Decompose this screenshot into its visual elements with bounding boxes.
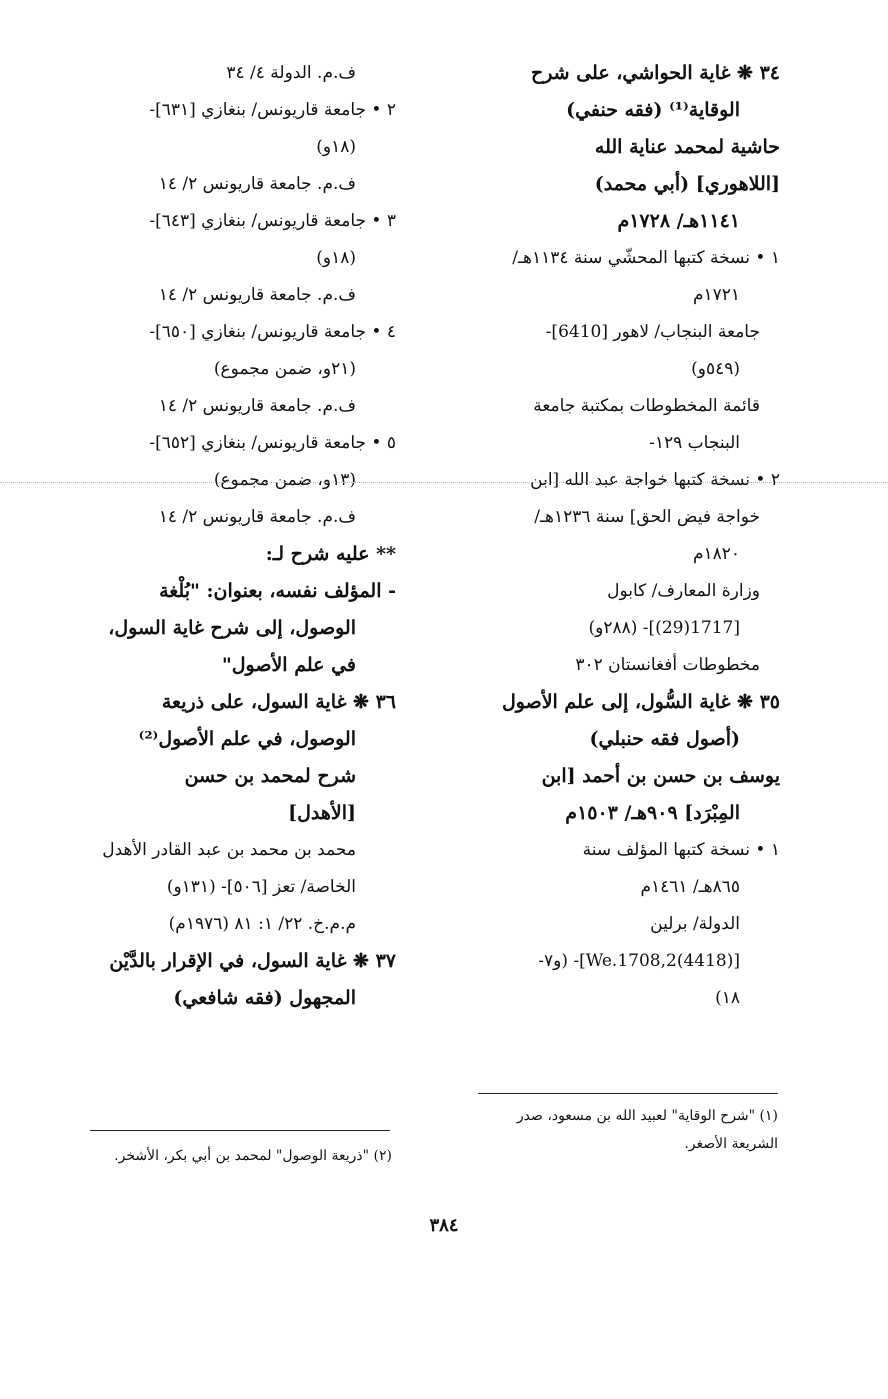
right-column-line: ٣٤ ❋ غاية الحواشي، على شرح [530,62,780,84]
left-column-line: (١٨و) [316,248,356,268]
footnote-right-line-1: (١) "شرح الوقاية" لعبيد الله بن مسعود، صدر [516,1108,778,1124]
right-column-line: حاشية لمحمد عناية الله [594,136,780,158]
left-column-line: ف.م. جامعة قاريونس ٢/ ١٤ [158,396,356,416]
footnote-rule-left [90,1130,390,1131]
right-column-line: [1717(29)]- (٢٨٨و) [588,618,740,638]
left-column [51,55,396,1017]
right-column-line: [We.1708,2(4418)]- (و٧- [538,951,740,971]
right-column-line: الوقاية⁽¹⁾ (فقه حنفي) [566,99,740,121]
left-column-line: في علم الأصول" [221,654,356,676]
right-column-line: الدولة/ برلين [650,914,740,934]
right-column-line: خواجة فيض الحق] سنة ١٢٣٦هـ/ [534,507,760,527]
right-column-line: [اللاهوري] (أبي محمد) [594,173,780,195]
left-column-line: الوصول، في علم الأصول⁽²⁾ [138,728,356,750]
right-column-line: ١ • نسخة كتبها المؤلف سنة [582,840,780,860]
left-column-line: ف.م. جامعة قاريونس ٢/ ١٤ [158,285,356,305]
footnote-left [52,1142,392,1170]
right-column-line: وزارة المعارف/ كابول [607,581,760,601]
footnote-right-line-2: الشريعة الأصغر. [684,1136,778,1152]
footnote-left-line-1: (٢) "ذريعة الوصول" لمحمد بن أبي بكر، الأشخر. [114,1148,392,1164]
page-fold-line [0,482,888,483]
right-column-line: ١٧٢١م [692,285,740,305]
left-column-line: ف.م. جامعة قاريونس ٢/ ١٤ [158,507,356,527]
left-column-line: ٣٧ ❋ غاية السول، في الإقرار بالدَّيْن [109,950,396,972]
right-column [440,55,780,1017]
left-column-line: ف.م. جامعة قاريونس ٢/ ١٤ [158,174,356,194]
left-column-line: ف.م. الدولة ٤/ ٣٤ [226,63,356,83]
right-column-line: ٨٦٥هـ/ ١٤٦١م [640,877,740,897]
right-column-line: البنجاب ١٢٩- [649,433,740,453]
left-column-line: ** عليه شرح لـ: [265,543,396,565]
right-column-line: ١٨٢٠م [692,544,740,564]
left-column-line: - المؤلف نفسه، بعنوان: "بُلْغة [159,580,396,602]
right-column-line: (أصول فقه حنبلي) [589,728,740,750]
left-column-line: المجهول (فقه شافعي) [173,987,356,1009]
left-column-line: ٣ • جامعة قاريونس/ بنغازي [٦٤٣]- [149,211,396,231]
right-column-line: ٢ • نسخة كتبها خواجة عبد الله [ابن [530,470,780,490]
right-column-line: جامعة البنجاب/ لاهور [6410]- [545,322,760,342]
right-column-line: ١٨) [715,988,740,1008]
right-column-line: قائمة المخطوطات بمكتبة جامعة [533,396,760,416]
left-column-line: ٢ • جامعة قاريونس/ بنغازي [٦٣١]- [149,100,396,120]
right-column-line: ١ • نسخة كتبها المحشّي سنة ١١٣٤هـ/ [512,248,780,268]
footnote-right [438,1102,778,1158]
right-column-line: (٥٤٩و) [691,359,740,379]
left-column-line: م.م.خ. ٢٢/ ١: ٨١ (١٩٧٦م) [168,914,356,934]
right-column-line: يوسف بن حسن بن أحمد [ابن [541,765,780,787]
right-column-line: المِبْرَد] ٩٠٩هـ/ ١٥٠٣م [565,802,740,824]
left-column-line: الوصول، إلى شرح غاية السول، [108,617,356,639]
left-column-line: شرح لمحمد بن حسن [184,765,356,787]
left-column-line: (١٣و، ضمن مجموع) [213,470,356,490]
left-column-line: ٤ • جامعة قاريونس/ بنغازي [٦٥٠]- [149,322,396,342]
left-column-line: ٥ • جامعة قاريونس/ بنغازي [٦٥٢]- [149,433,396,453]
left-column-line: (١٨و) [316,137,356,157]
left-column-line: ٣٦ ❋ غاية السول، على ذريعة [161,691,396,713]
right-column-line: مخطوطات أفغانستان ٣٠٢ [575,655,760,675]
right-column-line: ٣٥ ❋ غاية السُّول، إلى علم الأصول [501,691,780,713]
page-number: ٣٨٤ [429,1215,459,1236]
left-column-line: الخاصة/ تعز [٥٠٦]- (١٣١و) [166,877,356,897]
left-column-line: (٢١و، ضمن مجموع) [213,359,356,379]
footnote-rule-right [478,1093,778,1094]
left-column-line: محمد بن محمد بن عبد القادر الأهدل [102,840,356,860]
right-column-line: ١١٤١هـ/ ١٧٢٨م [617,210,740,232]
left-column-line: [الأهدل] [288,802,356,824]
